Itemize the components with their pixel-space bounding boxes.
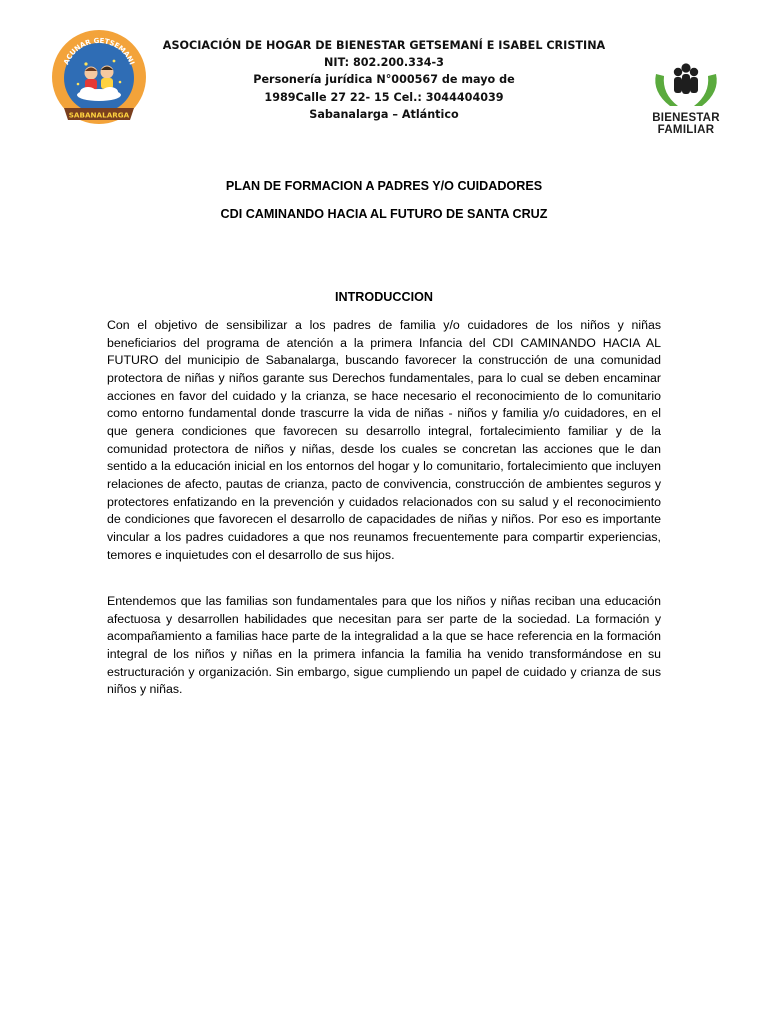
- header-nit: NIT: 802.200.334-3: [324, 56, 444, 70]
- header-legal: Personería jurídica N°000567 de mayo de: [253, 73, 515, 87]
- organization-header: [160, 37, 608, 123]
- paragraph: Entendemos que las familias son fundamentales para que los niños y niñas reciban una educación afectuosa y desarrollen habilidades que necesitan para ser parte de la sociedad. La formación y acompañamiento a familias hace parte de la integralidad a la que se hace referencia en la formación integral de los niños y niñas en la primera infancia la familia ha venido transformándose en su estructuración y organización. Sin embargo, sigue cumpliendo un papel de cuidado y crianza de sus niños y niñas.: [107, 594, 661, 697]
- header-org-name: ASOCIACIÓN DE HOGAR DE BIENESTAR GETSEMANÍ E ISABEL CRISTINA: [162, 39, 606, 52]
- logo-bottom-text: SABANALARGA: [68, 110, 130, 120]
- bienestar-familiar-logo: [648, 62, 724, 138]
- paragraph: Con el objetivo de sensibilizar a los padres de familia y/o cuidadores de los niños y niñas beneficiarios del programa de atención a la primera Infancia del CDI CAMINANDO HACIA AL FUTURO del municipio de Sabanalarga, buscando favorecer la construcción de una comunidad protectora de niñas y niños garante sus Derechos fundamentales, para lo cual se deben encaminar acciones en favor del cuidado y la crianza, se hace necesario el reconocimiento de lo comunitario como entorno fundamental donde trascurre la vida de niñas - niños y familia y/o cuidadores, en el que genera condiciones que favorecen su desarrollo integral, fortalecimiento familiar y de la comunidad protectora de niños y niñas, desde los cuales se concretan las acciones que le dan sentido a la educación inicial en los entornos del hogar y lo comunitario, fortalecimiento que incluyen relaciones de afecto, pautas de crianza, pacto de convivencia, construcción de ambientes seguros y protectores enfatizando en la prevención y cuidados relacionados con su salud y el reconocimiento de condiciones que favorecen el desarrollo de capacidades de niñas y niños. Por eso es importante vincular a los padres cuidadores a que nos reunamos frecuentemente para compartir experiencias, temores e inquietudes con el desarrollo de sus hijos.: [107, 318, 661, 562]
- association-logo-icon: [50, 28, 148, 130]
- document-subtitle: CDI CAMINANDO HACIA AL FUTURO DE SANTA CRUZ: [220, 207, 548, 221]
- bienestar-familiar-icon: [648, 62, 724, 112]
- logo-line-1: BIENESTAR: [652, 112, 720, 124]
- logo-top-text: ACUNAR GETSEMANI: [62, 36, 136, 66]
- section-heading: INTRODUCCION: [335, 290, 433, 304]
- header-address: 1989Calle 27 22- 15 Cel.: 3044404039: [264, 90, 504, 104]
- logo-line-2: FAMILIAR: [657, 124, 715, 136]
- header-location: Sabanalarga – Atlántico: [309, 107, 459, 121]
- document-title: PLAN DE FORMACION A PADRES Y/O CUIDADORES: [225, 179, 543, 193]
